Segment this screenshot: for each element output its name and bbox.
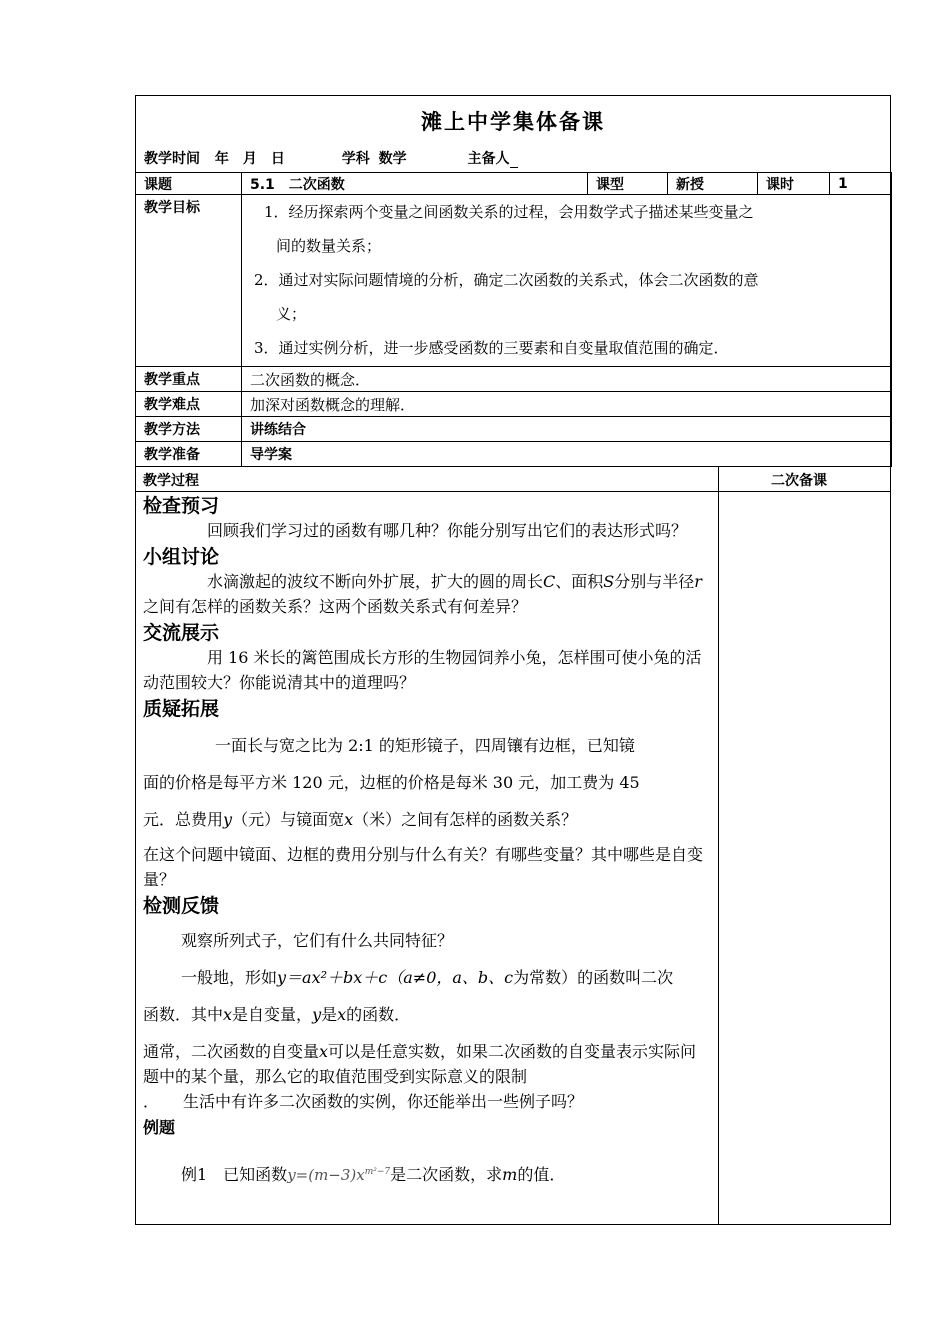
topic-label: 课题 <box>136 173 242 195</box>
preparation-label: 教学准备 <box>136 442 242 467</box>
var-m: m <box>502 1165 518 1184</box>
goal-item: 1．经历探索两个变量之间函数关系的过程，会用数学式子描述某些变量之 <box>264 203 754 221</box>
text-run: 为常数）的函数叫二次 <box>513 968 674 987</box>
text-run: （元）与镜面宽 <box>232 810 345 829</box>
section-title: 质疑拓展 <box>143 698 220 720</box>
section-text <box>143 569 710 619</box>
section-text <box>143 959 710 1033</box>
hours-label: 课时 <box>758 173 830 195</box>
preparer-label: 主备人 <box>467 151 510 167</box>
text-run: 通常，二次函数的自变量 <box>143 1042 320 1061</box>
var-x: x <box>319 1042 329 1061</box>
formula-base: y=(m−3)x <box>287 1166 365 1184</box>
preparation-value: 导学案 <box>242 442 892 467</box>
text-run: 元．总费用 <box>143 810 224 829</box>
formula-exponent: m²−7 <box>364 1167 391 1177</box>
text-run: 函数．其中 <box>143 1005 224 1024</box>
goals-row <box>136 195 892 367</box>
text-run: 的函数． <box>346 1005 411 1024</box>
info-table <box>135 172 892 467</box>
process-content <box>135 492 719 1225</box>
var-c: C <box>543 572 556 591</box>
text-run: 是 <box>321 1005 338 1024</box>
section-text <box>143 922 710 959</box>
text-run: 之间有怎样的函数关系？这两个函数关系式有何差异？ <box>143 597 528 616</box>
section-title: 交流展示 <box>143 622 220 644</box>
text-run: 例1 已知函数 <box>181 1165 288 1184</box>
method-value: 讲练结合 <box>242 417 892 442</box>
process-label: 教学过程 <box>143 473 199 489</box>
text-run: 的值． <box>517 1165 566 1184</box>
text-run: 面的价格是每平方米 120 元，边框的价格是每米 30 元，加工费为 45 <box>143 773 640 792</box>
text-run: 分别与半径 <box>614 572 695 591</box>
section-title: 小组讨论 <box>143 546 220 568</box>
goal-item: 间的数量关系； <box>276 237 382 255</box>
text-run: 可以是任意实数，如果二次函数的自变量表示实际问题中的某个量，那么它的取值范围受到实际意义的限制 <box>143 1042 697 1086</box>
goal-item: 2．通过对实际问题情境的分析，确定二次函数的关系式，体会二次函数的意 <box>254 271 759 289</box>
key-point-value: 二次函数的概念． <box>242 367 892 392</box>
text-run: 水滴激起的波纹不断向外扩展，扩大的圆的周长 <box>207 572 544 591</box>
method-row <box>136 417 892 442</box>
section-text: 在这个问题中镜面、边框的费用分别与什么有关？有哪些变量？其中哪些是自变量？ <box>143 845 704 889</box>
meta-row <box>144 148 528 168</box>
preparer-blank <box>510 155 518 168</box>
formula-quadratic: y＝ax²＋bx＋c（a≠0，a、b、c <box>277 968 514 987</box>
process-header <box>135 466 891 492</box>
var-s: S <box>603 572 615 591</box>
text-run: （米）之间有怎样的函数关系？ <box>353 810 578 829</box>
topic-row <box>136 173 892 195</box>
section-title: 例题 <box>143 1118 176 1137</box>
example-text <box>143 1154 710 1194</box>
goals-label: 教学目标 <box>136 195 242 367</box>
difficulty-row <box>136 392 892 417</box>
section-text: 用 16 米长的篱笆围成长方形的生物园饲养小兔，怎样围可使小兔的活动范围较大？你能说清其中的道理吗？ <box>143 648 702 692</box>
page-title: 滩上中学集体备课 <box>421 109 605 134</box>
text-run: 是自变量， <box>232 1005 313 1024</box>
column-divider <box>718 467 719 493</box>
side-label: 二次备课 <box>771 473 827 489</box>
goal-item: 3．通过实例分析，进一步感受函数的三要素和自变量取值范围的确定． <box>254 339 729 357</box>
text-run: ． 生活中有许多二次函数的实例，你还能举出一些例子吗？ <box>143 1092 584 1111</box>
text-run: 观察所列式子，它们有什么共同特征？ <box>181 931 454 950</box>
section-text: 回顾我们学习过的函数有哪几种？你能分别写出它们的表达形式吗？ <box>207 521 688 540</box>
time-value: 年 月 日 <box>214 151 285 167</box>
example-formula <box>287 1166 390 1184</box>
goals-content <box>242 195 892 367</box>
text-run: 一般地，形如 <box>181 968 278 987</box>
section-text <box>143 727 710 838</box>
time-label: 教学时间 <box>144 151 200 167</box>
text-run: 一面长与宽之比为 2:1 的矩形镜子，四周镶有边框，已知镜 <box>215 736 635 755</box>
topic-value: 5.1 二次函数 <box>242 173 588 195</box>
process-section <box>135 466 891 1225</box>
key-point-label: 教学重点 <box>136 367 242 392</box>
var-r: r <box>694 572 702 591</box>
text-run: 、面积 <box>555 572 604 591</box>
text-run <box>143 959 710 996</box>
text-run: 是二次函数，求 <box>390 1165 503 1184</box>
section-text <box>143 1039 710 1114</box>
section-title: 检测反馈 <box>143 895 220 917</box>
subject-label: 学科 <box>341 151 370 167</box>
var-y: y <box>312 1005 322 1024</box>
text-run <box>143 996 710 1033</box>
text-run <box>143 801 710 838</box>
type-value: 新授 <box>668 173 758 195</box>
key-point-row <box>136 367 892 392</box>
var-y: y <box>223 810 233 829</box>
subject-value: 数学 <box>378 151 407 167</box>
difficulty-label: 教学难点 <box>136 392 242 417</box>
hours-value: 1 <box>830 173 892 195</box>
type-label: 课型 <box>588 173 668 195</box>
var-x: x <box>337 1005 347 1024</box>
section-title: 检查预习 <box>143 495 220 517</box>
difficulty-value: 加深对函数概念的理解． <box>242 392 892 417</box>
var-x: x <box>344 810 354 829</box>
preparation-row <box>136 442 892 467</box>
method-label: 教学方法 <box>136 417 242 442</box>
lesson-plan-frame <box>135 95 891 1225</box>
goal-item: 义； <box>276 305 307 323</box>
var-x: x <box>223 1005 233 1024</box>
